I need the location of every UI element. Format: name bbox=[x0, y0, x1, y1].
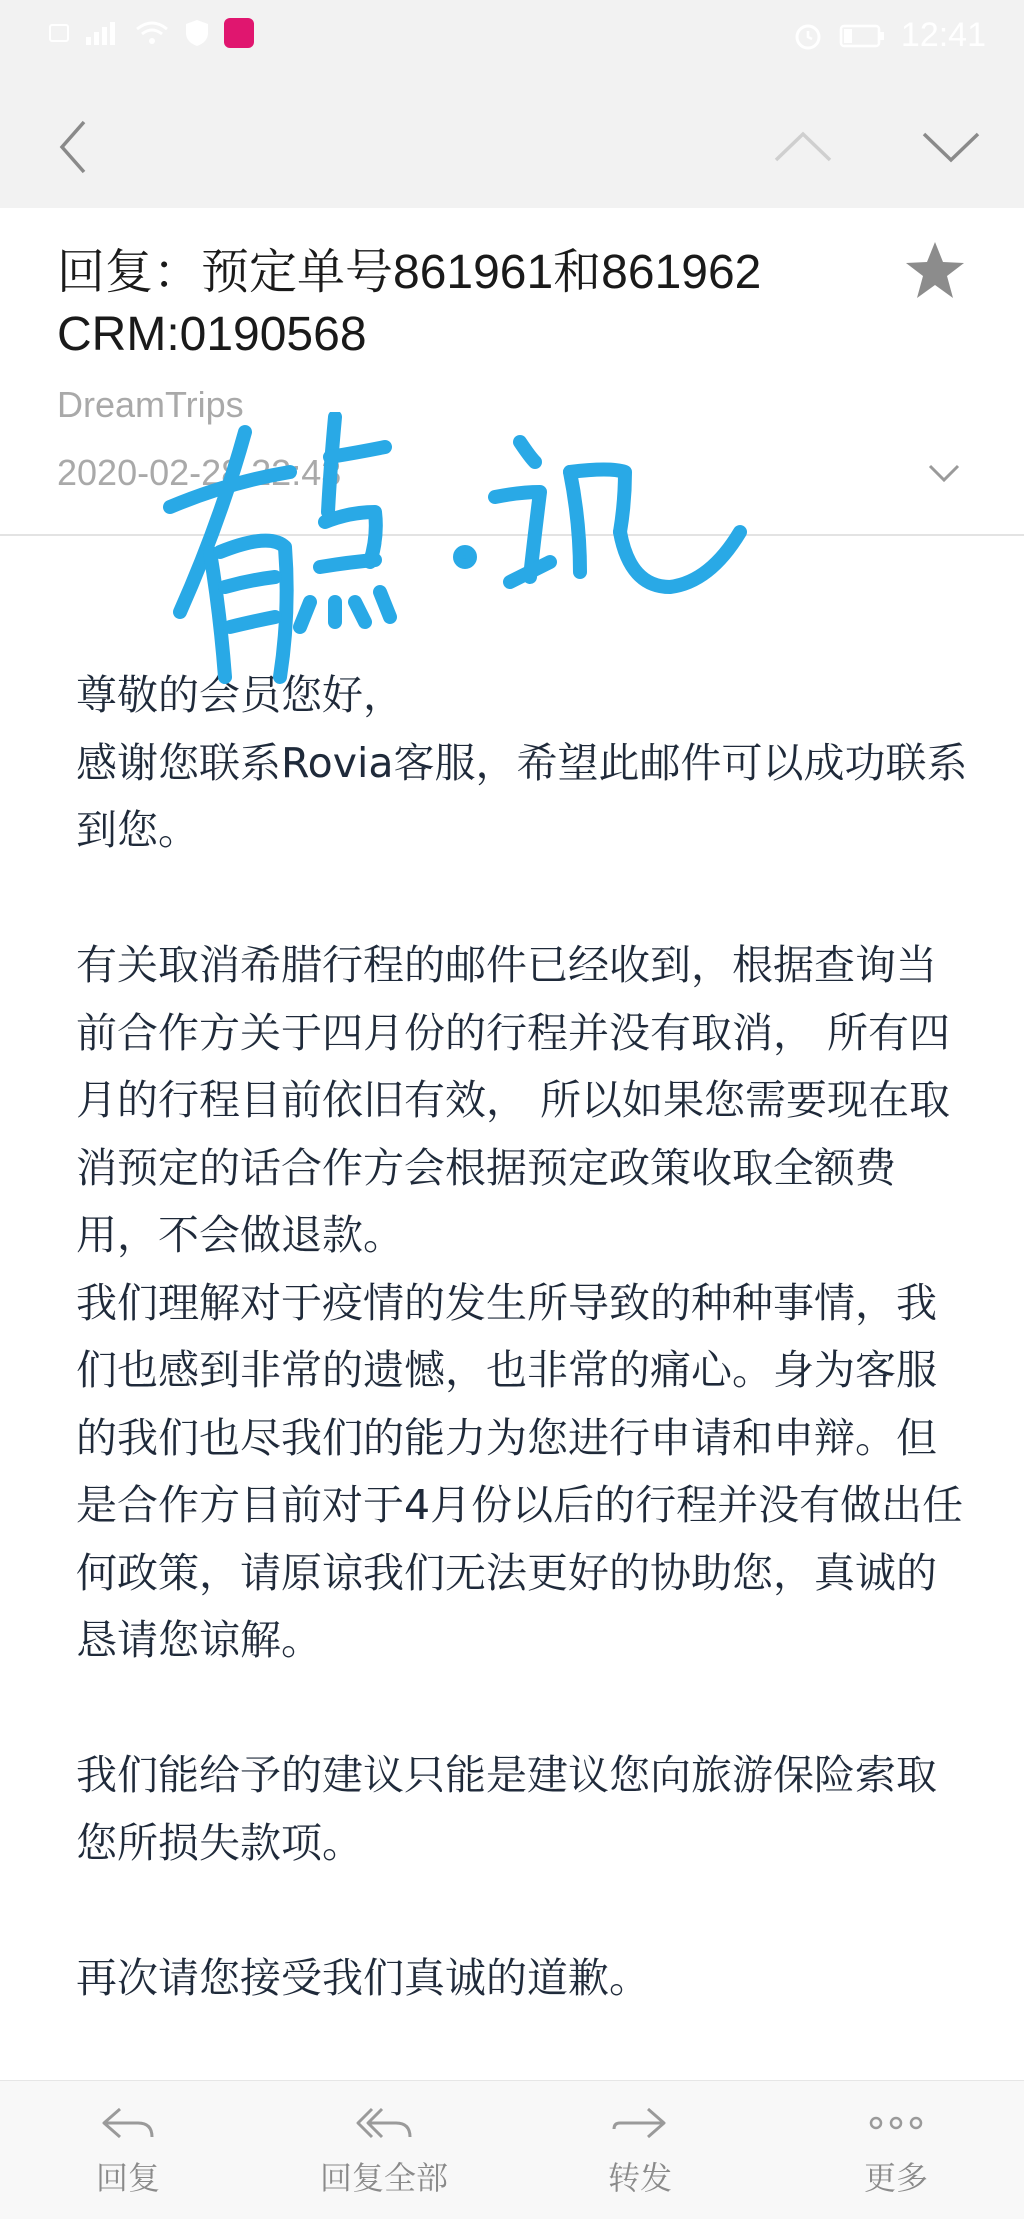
status-time: 12:41 bbox=[900, 16, 986, 54]
more-dots-icon bbox=[866, 2103, 926, 2143]
body-paragraph: 我们能给予的建议只能是建议您向旅游保险索取您所损失款项。 bbox=[76, 1751, 937, 1867]
reply-label: 回复 bbox=[95, 2159, 160, 2197]
email-date: 2020-02-28 22:43 bbox=[57, 452, 342, 493]
alarm-icon bbox=[793, 21, 823, 51]
status-bar bbox=[0, 0, 1024, 72]
reply-button[interactable] bbox=[28, 2103, 228, 2199]
paragraph-spacer bbox=[76, 1877, 976, 1945]
mail-notification-icon bbox=[224, 18, 254, 48]
body-paragraph: 尊敬的会员您好， bbox=[76, 671, 404, 719]
email-body bbox=[76, 662, 976, 2012]
body-paragraph: 有关取消希腊行程的邮件已经收到，根据查询当前合作方关于四月份的行程并没有取消， 所有四月的行程目前依旧有效， 所以如果您需要现在取消预定的话合作方会根据预定政策收取全额费用，不会做退款。 bbox=[76, 941, 951, 1259]
forward-button[interactable] bbox=[540, 2103, 740, 2199]
paragraph-spacer bbox=[76, 865, 976, 933]
more-label: 更多 bbox=[863, 2159, 928, 2197]
vpn-shield-icon bbox=[184, 18, 210, 48]
body-paragraph: 再次请您接受我们真诚的道歉。 bbox=[76, 1953, 650, 2002]
back-chevron-left-icon[interactable] bbox=[40, 112, 110, 182]
reply-all-label: 回复全部 bbox=[319, 2159, 448, 2197]
email-subject: 回复：预定单号861961和861962 CRM:0190568 bbox=[57, 246, 762, 361]
star-icon[interactable] bbox=[902, 238, 968, 304]
expand-details-chevron-down-icon[interactable] bbox=[924, 454, 964, 494]
previous-mail-chevron-up-icon[interactable] bbox=[768, 112, 838, 182]
paragraph-spacer bbox=[76, 1675, 976, 1743]
next-mail-chevron-down-icon[interactable] bbox=[916, 112, 986, 182]
reply-all-button[interactable] bbox=[284, 2103, 484, 2199]
signal-icon bbox=[84, 19, 120, 47]
forward-icon bbox=[610, 2103, 670, 2143]
mail-navigation-bar bbox=[0, 72, 1024, 208]
reply-all-icon bbox=[354, 2103, 414, 2143]
wifi-icon bbox=[134, 19, 170, 47]
body-paragraph: 我们理解对于疫情的发生所导致的种种事情，我们也感到非常的遗憾，也非常的痛心。身为客服的我们也尽我们的能力为您进行申请和申辩。但是合作方目前对于4月份以后的行程并没有做出任何政策，请原谅我们无法更好的协助您，真诚的恳请您谅解。 bbox=[76, 1278, 964, 1664]
sim-icon bbox=[48, 22, 70, 44]
body-paragraph: 感谢您联系Rovia客服，希望此邮件可以成功联系到您。 bbox=[76, 738, 968, 854]
status-left-icons bbox=[48, 18, 254, 48]
reply-icon bbox=[98, 2103, 158, 2143]
email-sender[interactable]: DreamTrips bbox=[57, 384, 244, 425]
email-header bbox=[0, 208, 1024, 536]
more-button[interactable] bbox=[796, 2103, 996, 2199]
forward-label: 转发 bbox=[607, 2159, 672, 2197]
bottom-action-bar bbox=[0, 2080, 1024, 2219]
battery-icon bbox=[839, 23, 885, 49]
status-right-icons bbox=[793, 16, 986, 55]
